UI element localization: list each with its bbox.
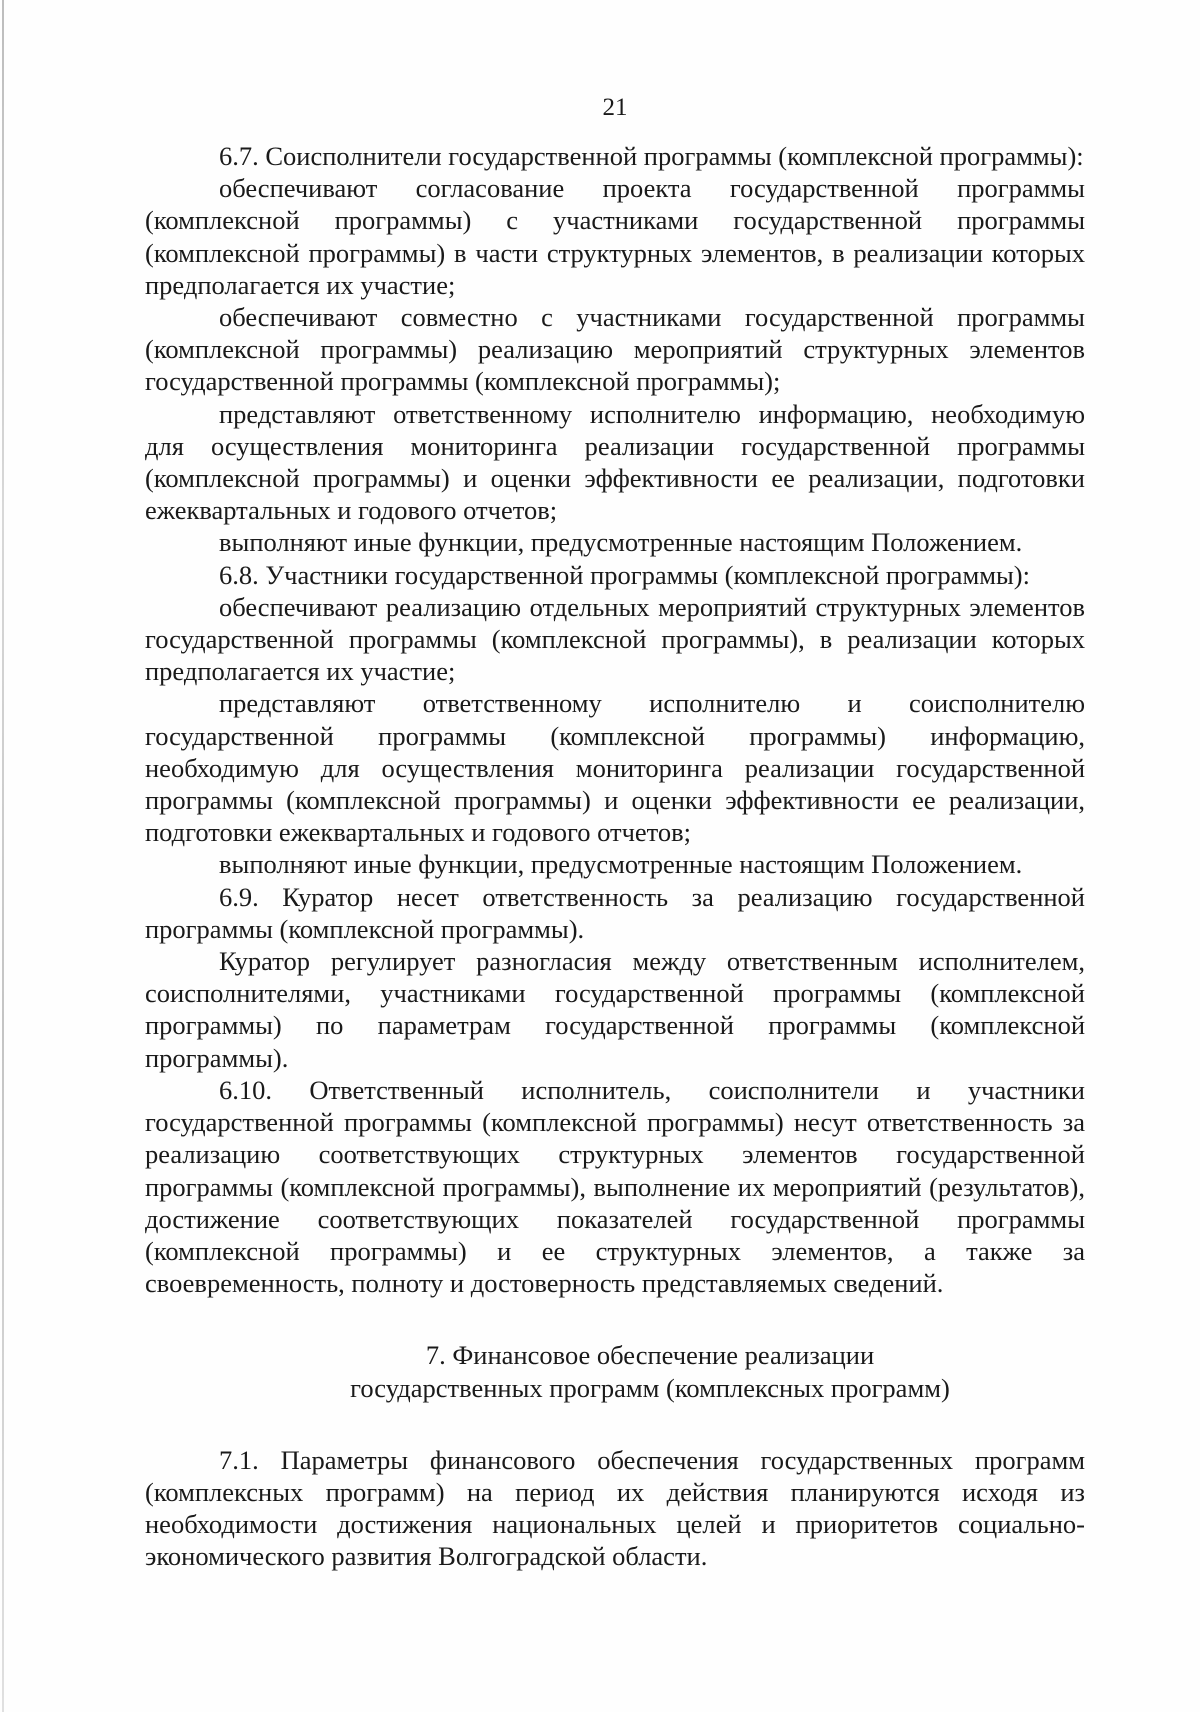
paragraph-6-7-item-2: обеспечивают совместно с участниками государственной программы (комплексной программы) реализацию мероприятий структурных элементов государственной программы (комплексной программы); — [145, 302, 1085, 397]
page-number: 21 — [602, 94, 628, 121]
paragraph-6-7-item-4: выполняют иные функции, предусмотренные настоящим Положением. — [219, 527, 1023, 558]
document-body — [145, 140, 1085, 1573]
paragraph-6-7: 6.7. Соисполнители государственной программы (комплексной программы): — [219, 141, 1084, 171]
paragraph-6-7-item-1: обеспечивают согласование проекта государственной программы (комплексной программы) с участниками государственной программы (комплексной программы) в части структурных элементов, в реализации которых предполагается их участие; — [145, 173, 1085, 300]
paragraph-6-9: 6.9. Куратор несет ответственность за реализацию государственной программы (комплексной программы). — [145, 881, 1085, 944]
paragraph-7-1: 7.1. Параметры финансового обеспечения государственных программ (комплексных программ) на период их действия планируются исходя из необходимости достижения национальных целей и приоритетов социально-экономического развития Волгоградской области. — [145, 1444, 1085, 1572]
paragraph-6-8-item-2: представляют ответственному исполнителю и соисполнителю государственной программы (комплексной программы) информацию, необходимую для осуществления мониторинга реализации государственной программы (комплексной программы) и оценки эффективности ее реализации, подготовки ежеквартальных и годового отчетов; — [145, 688, 1085, 848]
paragraph-6-8-item-3: выполняют иные функции, предусмотренные настоящим Положением. — [219, 849, 1023, 880]
scan-edge-shadow — [2, 0, 4, 1712]
section-7-heading-line-2: государственных программ (комплексных программ) — [350, 1372, 950, 1403]
paragraph-6-10: 6.10. Ответственный исполнитель, соисполнители и участники государственной программы (комплексной программы) несут ответственность за реализацию соответствующих структурных элементов государственной программы (комплексной программы), выполнение их мероприятий (результатов), достижение соответствующих показателей государственной программы (комплексной программы) и ее структурных элементов, а также за своевременность, полноту и достоверность представляемых сведений. — [145, 1074, 1085, 1299]
section-7-heading-line-1: 7. Финансовое обеспечение реализации — [425, 1340, 875, 1371]
paragraph-6-8-item-1: обеспечивают реализацию отдельных мероприятий структурных элементов государственной программы (комплексной программы), в реализации которых предполагается их участие; — [145, 591, 1085, 687]
paragraph-6-7-item-3: представляют ответственному исполнителю информацию, необходимую для осуществления мониторинга реализации государственной программы (комплексной программы) и оценки эффективности ее реализации, подготовки ежеквартальных и годового отчетов; — [145, 398, 1085, 526]
section-7-heading — [145, 1339, 1085, 1403]
paragraph-6-9-curator: Куратор регулирует разногласия между ответственным исполнителем, соисполнителями, участниками государственной программы (комплексной программы) по параметрам государственной программы (комплексной программы). — [145, 946, 1085, 1073]
paragraph-6-8: 6.8. Участники государственной программы (комплексной программы): — [219, 559, 1030, 590]
